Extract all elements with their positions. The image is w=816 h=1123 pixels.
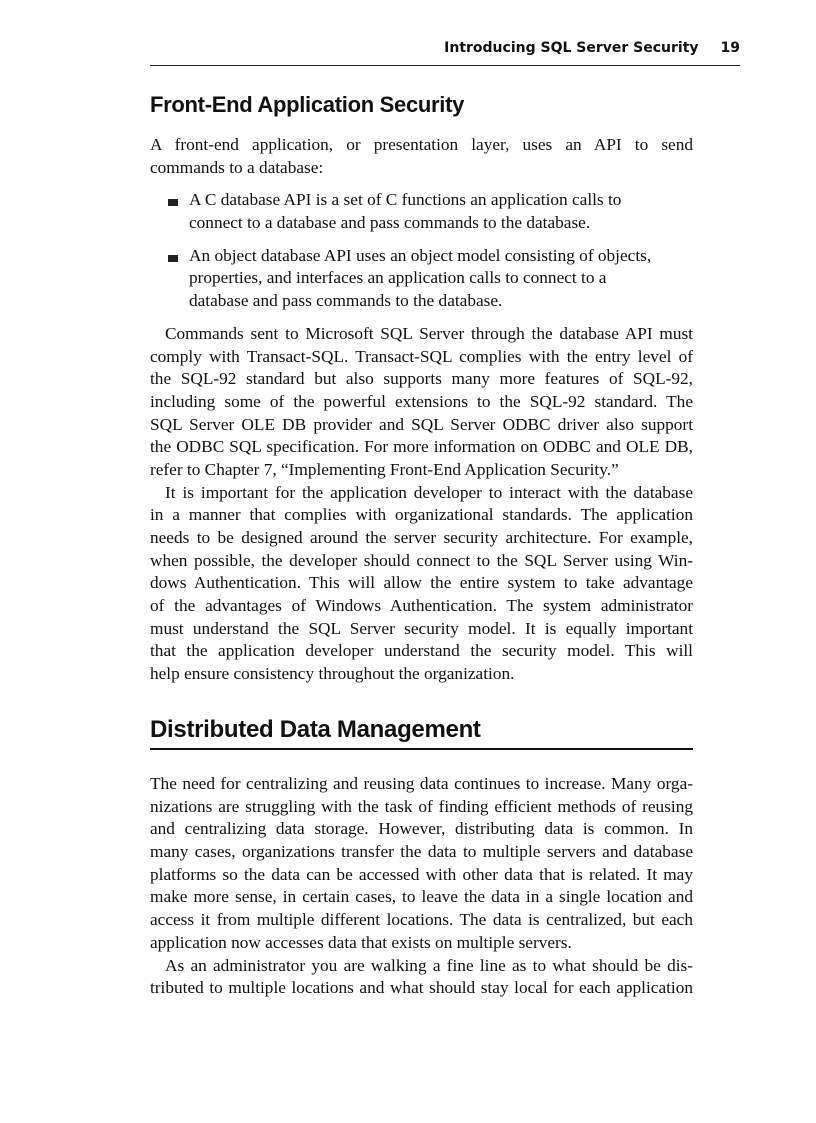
text-line: when possible, the developer should connect to the SQL Server using Win-: [150, 550, 693, 570]
text-line: The need for centralizing and reusing data continues to increase. Many orga-: [150, 774, 693, 793]
text-line: SQL Server OLE DB provider and SQL Server ODBC driver also support: [150, 414, 693, 434]
text-line: access it from multiple different locations. The data is centralized, but each: [150, 910, 693, 930]
text-line: tributed to multiple locations and what should stay local for each application: [150, 978, 693, 998]
text-line: many cases, organizations transfer the data to multiple servers and database: [150, 842, 693, 862]
text-line: in a manner that complies with organizational standards. The application: [150, 505, 693, 525]
bullet-square-icon: [168, 199, 178, 206]
text-line: and centralizing data storage. However, distributing data is common. In: [150, 819, 693, 839]
text-line: including some of the powerful extensions to the SQL-92 standard. The: [150, 391, 693, 411]
text-line: As an administrator you are walking a fine line as to what should be dis-: [165, 955, 693, 975]
text-line: help ensure consistency throughout the organization.: [150, 664, 515, 684]
text-line: Commands sent to Microsoft SQL Server through the database API must: [165, 323, 693, 343]
section-distributed-body: [150, 773, 693, 1000]
text-line: connect to a database and pass commands to the database.: [189, 213, 591, 233]
text-line: An object database API uses an object model consisting of objects,: [189, 245, 652, 265]
text-line: A C database API is a set of C functions an application calls to: [189, 190, 622, 210]
text-line: that the application developer understand the security model. This will: [150, 641, 693, 661]
paragraph: [150, 482, 693, 686]
running-title: Introducing SQL Server Security: [444, 40, 699, 56]
text-line: properties, and interfaces an application calls to connect to a: [189, 268, 607, 288]
text-line: commands to a database:: [150, 157, 324, 177]
text-line: needs to be designed around the server security architecture. For example,: [150, 528, 693, 547]
text-line: the ODBC SQL specification. For more information on ODBC and OLE DB,: [150, 437, 693, 457]
section-heading-front-end: Front-End Application Security: [150, 92, 465, 117]
text-line: application now accesses data that exists on multiple servers.: [150, 932, 572, 952]
paragraph: [150, 773, 693, 955]
text-line: must understand the SQL Server security model. It is equally important: [150, 618, 693, 638]
paragraph: [150, 955, 693, 1000]
text-line: comply with Transact-SQL. Transact-SQL complies with the entry level of: [150, 346, 693, 366]
text-line: A front-end application, or presentation layer, uses an API to send: [150, 135, 693, 154]
text-line: nizations are struggling with the task of finding efficient methods of reusing: [150, 796, 693, 816]
section-front-end-body: [150, 134, 693, 686]
text-line: platforms so the data can be accessed with other data that is related. It may: [150, 864, 693, 884]
bullet-square-icon: [168, 255, 178, 262]
bullet-item: [150, 189, 693, 234]
text-line: make more sense, in certain cases, to leave the data in a single location and: [150, 887, 693, 907]
text-line: database and pass commands to the database.: [189, 291, 503, 311]
page-number: 19: [720, 40, 740, 56]
text-line: refer to Chapter 7, “Implementing Front-End Application Security.”: [150, 459, 619, 479]
text-line: dows Authentication. This will allow the entire system to take advantage: [150, 573, 693, 593]
text-line: the SQL-92 standard but also supports many more features of SQL-92,: [150, 369, 693, 389]
section-heading-distributed: Distributed Data Management: [150, 716, 693, 750]
paragraph: [150, 134, 693, 179]
bullet-item: [150, 245, 693, 313]
text-line: It is important for the application developer to interact with the database: [165, 482, 693, 502]
text-line: of the advantages of Windows Authentication. The system administrator: [150, 596, 693, 616]
running-header: [150, 40, 740, 66]
paragraph: [150, 323, 693, 482]
